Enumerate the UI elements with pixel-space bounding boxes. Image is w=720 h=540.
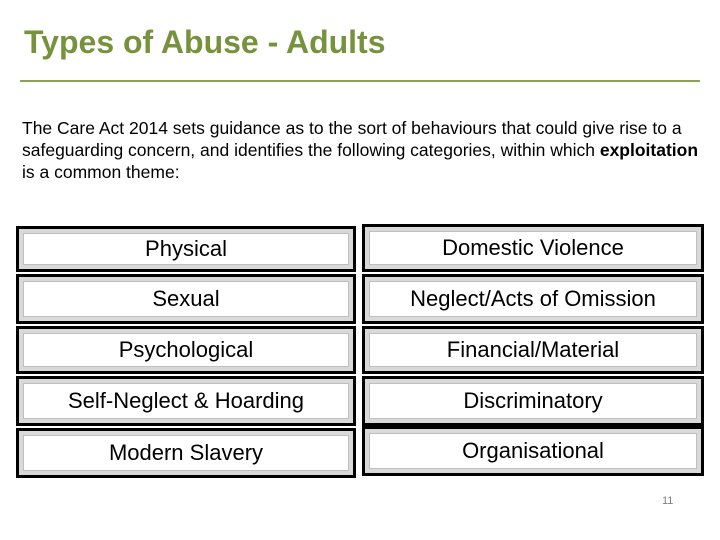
slide-title: Types of Abuse - Adults [24,24,386,60]
intro-emphasis: exploitation [599,140,699,160]
category-neglect-acts-of-omission: Neglect/Acts of Omission [362,274,704,324]
category-self-neglect-hoarding: Self-Neglect & Hoarding [16,376,356,426]
category-discriminatory: Discriminatory [362,376,704,426]
category-physical: Physical [16,226,356,272]
category-sexual: Sexual [16,274,356,324]
category-financial-material: Financial/Material [362,326,704,374]
category-domestic-violence: Domestic Violence [362,224,704,272]
intro-text-end: is a common theme: [22,162,180,182]
category-modern-slavery: Modern Slavery [16,428,356,478]
category-psychological: Psychological [16,326,356,374]
category-organisational: Organisational [362,426,704,476]
slide-number: 11 [662,495,674,507]
intro-text-start: The Care Act 2014 sets guidance as to the sort of behaviours that could give rise to a safeguarding concern, and identifies the following categories, within which [22,118,682,160]
title-divider [20,80,700,82]
intro-paragraph [22,117,702,183]
